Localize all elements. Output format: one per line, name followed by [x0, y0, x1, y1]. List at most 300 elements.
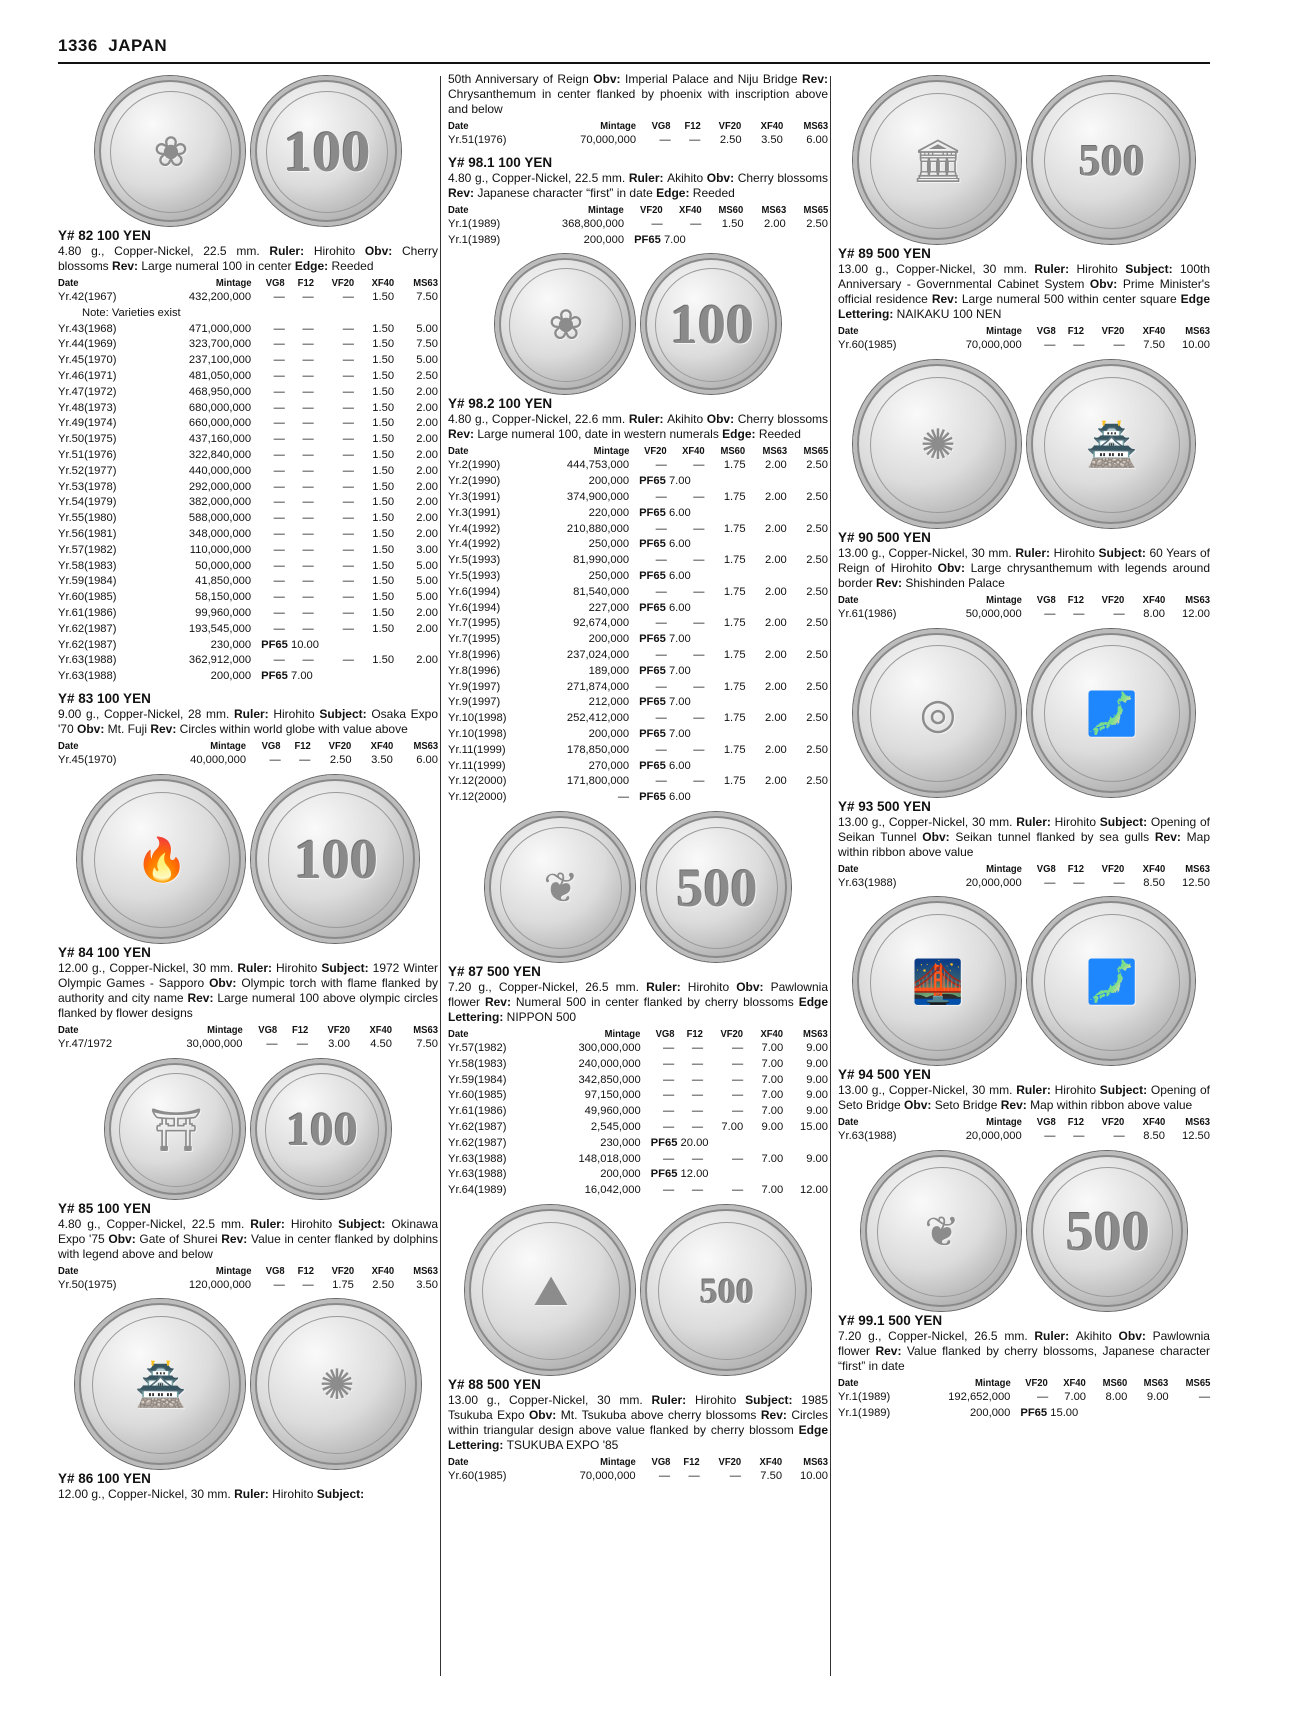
cell-value: 2.00 [416, 464, 438, 477]
coin-images [448, 254, 828, 394]
cell-value: 1.75 [723, 743, 746, 756]
column-header: VF20 [1102, 862, 1125, 875]
cell-proof: PF65 10.00 [261, 638, 319, 651]
cell-date: Yr.60(1985) [838, 339, 897, 351]
coin-images [448, 1205, 828, 1375]
cell-value: 2.50 [416, 369, 438, 382]
cell-proof: PF65 6.00 [639, 759, 691, 772]
column-header: VF20 [1102, 1116, 1125, 1129]
table-row [58, 432, 438, 448]
table-row [448, 490, 828, 506]
cell-value: — [302, 369, 314, 382]
table-row [838, 1406, 1210, 1422]
cell-proof: PF65 7.00 [639, 633, 691, 646]
cell-value: 237,024,000 [566, 648, 630, 661]
cell-value: — [342, 448, 354, 461]
table-row [448, 585, 828, 601]
cell-value: 2.00 [763, 217, 786, 230]
table-row [58, 559, 438, 575]
catalog-entry [448, 72, 828, 149]
cell-value: 2.00 [416, 527, 438, 540]
coin-reverse [641, 254, 781, 394]
cell-value: 362,912,000 [188, 654, 252, 667]
coin-motif-icon: ⛩ [149, 1105, 203, 1153]
cell-date: Yr.1(1989) [838, 1391, 891, 1404]
column-header: Mintage [206, 1023, 243, 1036]
coin-field [110, 91, 232, 213]
cell-value: 3.00 [416, 543, 438, 556]
cell-date: Yr.4(1992) [448, 538, 501, 551]
cell-value: — [1113, 1130, 1125, 1143]
cell-value: 2.00 [765, 554, 787, 567]
coin-motif-icon: 🏯 [1085, 420, 1139, 468]
table-row [448, 1073, 828, 1089]
cell-date: Yr.64(1989) [448, 1184, 507, 1197]
table-row [448, 522, 828, 538]
column-header: MS63 [413, 1023, 438, 1036]
column-header: XF40 [1142, 593, 1165, 606]
cell-date: Yr.53(1978) [58, 480, 117, 493]
cell-value: 1.50 [372, 591, 395, 604]
cell-value: — [688, 1469, 700, 1482]
cell-proof: PF65 7.00 [639, 475, 691, 488]
cell-value: — [273, 480, 285, 493]
cell-value: — [302, 401, 314, 414]
cell-value: — [302, 448, 314, 461]
cell-value: — [273, 559, 285, 572]
coin-field [658, 1222, 796, 1360]
cell-date: Yr.43(1968) [58, 322, 117, 335]
cell-value: — [731, 1073, 744, 1086]
cell-value: — [342, 575, 354, 588]
entry-description: 12.00 g., Copper-Nickel, 30 mm. Ruler: Hirohito Subject: 1972 Winter Olympic Games - Sapporo Obv: Olympic torch with flame flanked by authority and city name Rev: Large numeral 100 above olympic circles flanked by flower designs [58, 960, 439, 1020]
coin-field [94, 792, 230, 928]
cell-date: Yr.52(1977) [58, 464, 117, 477]
column-header: Mintage [600, 120, 637, 132]
table-row [838, 1129, 1210, 1145]
coin-motif-icon: ❦ [543, 863, 579, 911]
column-header: MS63 [762, 445, 787, 458]
entry-title: Y# 93 500 YEN [838, 798, 931, 814]
cell-value: 1.50 [372, 527, 395, 540]
cell-value: 20,000,000 [965, 876, 1022, 889]
cell-value: — [663, 1073, 675, 1086]
cell-value: 440,000,000 [188, 464, 252, 477]
cell-value: 2.50 [806, 712, 828, 725]
coin-field [656, 827, 778, 949]
coin-field [1044, 377, 1180, 513]
cell-value: 1.75 [332, 1278, 354, 1291]
cell-value: — [342, 496, 354, 509]
cell-value: — [655, 743, 667, 756]
cell-value: — [302, 291, 314, 303]
column-header: XF40 [760, 1027, 784, 1040]
column-header: F12 [1068, 325, 1085, 337]
cell-value: 2.50 [806, 217, 828, 230]
cell-value: — [693, 522, 705, 535]
table-row [448, 664, 828, 680]
mintage-table [448, 444, 828, 806]
cell-value: 2.00 [416, 606, 438, 619]
column-header: Mintage [599, 1455, 636, 1468]
cell-mintage: 200,000 [583, 233, 625, 246]
cell-value: 1.75 [723, 459, 746, 472]
coin-images [838, 76, 1210, 244]
cell-value: 5.00 [416, 559, 438, 572]
cell-value: — [273, 448, 285, 461]
column-header: MS65 [803, 445, 828, 458]
cell-value: — [663, 1152, 675, 1165]
cell-date: Yr.1(1989) [448, 217, 501, 230]
coin-images [838, 897, 1210, 1065]
table-row [448, 506, 828, 522]
coin-field [655, 268, 769, 382]
cell-value: 588,000,000 [188, 512, 252, 525]
cell-value: — [655, 585, 667, 598]
cell-date: Yr.5(1993) [448, 554, 501, 567]
cell-date: Yr.48(1973) [58, 401, 117, 414]
catalog-entry [838, 629, 1210, 892]
cell-date: Yr.51(1976) [58, 448, 117, 461]
cell-value: 1.50 [372, 385, 395, 398]
cell-value: — [691, 1152, 704, 1165]
cell-date: Yr.44(1969) [58, 338, 117, 351]
cell-value: — [691, 1184, 704, 1197]
cell-value: 292,000,000 [188, 480, 252, 493]
cell-value: 2.50 [329, 753, 352, 766]
coin-motif-icon: 🔥 [135, 835, 189, 883]
cell-value: — [1073, 607, 1085, 620]
column-header: Date [838, 593, 859, 606]
entry-description: 4.80 g., Copper-Nickel, 22.5 mm. Ruler: Hirohito Obv: Cherry blossoms Rev: Large numeral 100 in center Edge: Reeded [58, 244, 438, 273]
cell-value: — [1073, 876, 1085, 889]
cell-value: 70,000,000 [580, 134, 637, 146]
cell-date: Yr.49(1974) [58, 417, 117, 430]
cell-value: 49,960,000 [584, 1105, 641, 1118]
cell-value: 240,000,000 [578, 1057, 641, 1070]
cell-value: — [655, 648, 667, 661]
cell-value: 7.00 [761, 1057, 784, 1070]
coin-reverse [1027, 897, 1195, 1065]
cell-value: 382,000,000 [188, 496, 252, 509]
cell-value: — [342, 401, 354, 414]
cell-value: 437,160,000 [188, 433, 252, 446]
column-header: Mintage [215, 1264, 252, 1277]
cell-value: 471,000,000 [188, 322, 252, 335]
cell-value: 1.50 [372, 354, 395, 367]
cell-value: 2.00 [765, 743, 787, 756]
column-header: MS63 [1143, 1377, 1169, 1390]
table-row [448, 1088, 828, 1104]
column-header: Date [838, 325, 859, 337]
cell-value: — [690, 217, 702, 230]
cell-value: 9.00 [761, 1120, 784, 1133]
cell-value: — [655, 680, 667, 693]
mintage-table [448, 119, 828, 149]
column-header: F12 [1068, 1116, 1085, 1129]
cell-value: 1.75 [723, 775, 746, 788]
cell-value: 1.75 [723, 617, 746, 630]
cell-value: 210,880,000 [566, 522, 630, 535]
cell-value: — [693, 617, 705, 630]
cell-value: 2.00 [416, 448, 438, 461]
table-row [448, 1041, 828, 1057]
cell-value: 50,000,000 [195, 559, 252, 572]
catalog-entry [448, 1205, 828, 1485]
column-header: MS63 [413, 277, 438, 289]
entry-description: 13.00 g., Copper-Nickel, 30 mm. Ruler: Hirohito Subject: 60 Years of Reign of Hirohito Obv: Large chrysanthemum with legends around border Rev: Shishinden Palace [838, 545, 1211, 590]
cell-value: — [691, 1073, 704, 1086]
cell-value: 1.75 [723, 680, 746, 693]
cell-proof: PF65 6.00 [639, 791, 691, 804]
cell-value: — [693, 554, 705, 567]
cell-value: — [731, 1041, 744, 1054]
coin-field [482, 1222, 620, 1360]
table-row [448, 1120, 828, 1136]
cell-proof: PF65 20.00 [650, 1136, 709, 1149]
column-header: MS63 [413, 739, 438, 752]
cell-value: — [1044, 1130, 1056, 1143]
column-header: MS63 [803, 120, 828, 132]
entry-title: Y# 85 100 YEN [58, 1200, 151, 1216]
cell-value: — [342, 591, 354, 604]
table-row [58, 606, 438, 622]
table-row [448, 743, 828, 759]
cell-date: Yr.63(1988) [448, 1168, 507, 1181]
cell-value: 2.50 [806, 585, 828, 598]
coin-reverse [251, 775, 419, 943]
cell-value: 1.50 [372, 322, 395, 335]
cell-value: — [342, 622, 354, 635]
column-header: Mintage [985, 325, 1022, 337]
cell-value: — [693, 712, 705, 725]
column-header: F12 [297, 277, 314, 289]
cell-value: 1.75 [723, 648, 746, 661]
cell-value: — [273, 417, 285, 430]
table-row [58, 574, 438, 590]
cell-value: 81,990,000 [573, 554, 630, 567]
cell-value: 70,000,000 [965, 339, 1022, 351]
table-row [448, 1057, 828, 1073]
cell-value: 2,545,000 [590, 1120, 641, 1133]
cell-date: Yr.4(1992) [448, 522, 501, 535]
column-header: MS63 [803, 1455, 828, 1468]
column-header: VF20 [640, 203, 663, 216]
cell-date: Yr.57(1982) [58, 543, 117, 556]
table-row [58, 290, 438, 306]
cell-date: Yr.51(1976) [448, 134, 507, 146]
cell-date: Yr.3(1991) [448, 490, 501, 503]
coin-field [877, 1167, 1007, 1297]
table-row [448, 695, 828, 711]
cell-mintage: 200,000 [588, 475, 630, 488]
cell-date: Yr.5(1993) [448, 569, 501, 582]
cell-value: — [693, 490, 705, 503]
mintage-table [448, 1027, 828, 1199]
cell-value: 368,800,000 [561, 217, 625, 230]
table-row [58, 511, 438, 527]
cell-value: 41,850,000 [195, 575, 252, 588]
cell-value: 2.00 [416, 385, 438, 398]
table-row [448, 1104, 828, 1120]
coin-obverse [853, 360, 1021, 528]
cell-date: Yr.58(1983) [58, 559, 117, 572]
table-row [838, 1390, 1210, 1406]
cell-value: — [302, 496, 314, 509]
catalog-entry [58, 1299, 438, 1502]
cell-date: Yr.59(1984) [58, 575, 117, 588]
coin-images [838, 629, 1210, 797]
column-header: Mintage [210, 739, 247, 752]
coin-field [92, 1316, 230, 1454]
table-row [58, 322, 438, 338]
cell-value: 7.00 [761, 1152, 784, 1165]
cell-value: — [655, 490, 667, 503]
cell-date: Yr.9(1997) [448, 680, 501, 693]
cell-date: Yr.6(1994) [448, 601, 501, 614]
coin-motif-icon: 🏯 [134, 1361, 188, 1409]
coin-field [870, 377, 1006, 513]
cell-value: — [342, 606, 354, 619]
cell-value: 12.00 [800, 1184, 828, 1197]
cell-value: — [663, 1041, 675, 1054]
coin-field [1044, 914, 1180, 1050]
cell-value: — [273, 291, 285, 303]
column-header: VF20 [1102, 593, 1125, 606]
cell-mintage: 200,000 [210, 670, 252, 683]
coin-motif-icon: ✺ [319, 1361, 355, 1409]
table-row [448, 1167, 828, 1183]
table-row [58, 638, 438, 654]
cell-value: 2.00 [416, 401, 438, 414]
entry-title: Y# 82 100 YEN [58, 228, 151, 243]
cell-value: — [663, 1105, 675, 1118]
cell-value: — [1198, 1391, 1210, 1404]
table-row [448, 1469, 828, 1485]
column-header: XF40 [759, 1455, 783, 1468]
cell-proof: PF65 15.00 [1020, 1406, 1079, 1419]
column-header: F12 [686, 1027, 704, 1040]
coin-images [58, 76, 438, 226]
cell-value: 1.50 [372, 606, 395, 619]
entry-title: Y# 90 500 YEN [838, 529, 931, 545]
cell-value: — [299, 753, 311, 766]
cell-value: — [273, 654, 285, 667]
cell-value: 8.50 [1143, 1130, 1165, 1143]
table-row [58, 1278, 438, 1294]
cell-value: 1.75 [723, 585, 746, 598]
table-row [58, 527, 438, 543]
cell-value: 7.00 [761, 1105, 784, 1118]
cell-value: 12.00 [1182, 607, 1210, 620]
cell-value: 7.00 [761, 1073, 784, 1086]
entry-description: 9.00 g., Copper-Nickel, 28 mm. Ruler: Hirohito Subject: Osaka Expo '70 Obv: Mt. Fuji Rev: Circles within world globe with value above [58, 706, 438, 736]
cell-date: Yr.11(1999) [448, 759, 506, 772]
cell-value: — [1113, 607, 1125, 620]
cell-date: Yr.2(1990) [448, 459, 501, 472]
cell-value: 171,800,000 [566, 775, 630, 788]
cell-mintage: — [617, 791, 630, 804]
coin-reverse [251, 1299, 421, 1469]
cell-value: 7.50 [416, 338, 438, 351]
column-header: MS65 [1185, 1377, 1210, 1390]
coin-numeral: 500 [676, 857, 758, 918]
cell-value: — [1044, 607, 1056, 620]
cell-mintage: 227,000 [588, 601, 630, 614]
column-header: Mintage [974, 1377, 1011, 1390]
coin-field [268, 1316, 406, 1454]
table-row [448, 601, 828, 617]
table-row [448, 133, 828, 149]
coin-field [500, 827, 622, 949]
cell-value: 8.00 [1143, 607, 1165, 620]
column-header: F12 [294, 739, 311, 752]
mintage-table [58, 739, 438, 769]
cell-proof: PF65 7.00 [639, 696, 691, 709]
cell-value: — [302, 338, 314, 351]
table-row [838, 338, 1210, 354]
coin-numeral: 500 [1066, 1201, 1150, 1264]
cell-value: 271,874,000 [566, 680, 630, 693]
cell-value: — [693, 775, 705, 788]
cell-value: 342,850,000 [578, 1073, 641, 1086]
cell-value: 2.00 [765, 617, 787, 630]
column-header: VG8 [651, 1455, 671, 1468]
cell-date: Yr.45(1970) [58, 354, 117, 367]
cell-value: 12.50 [1182, 1130, 1210, 1143]
catalog-entry [838, 1151, 1210, 1422]
cell-value: — [302, 559, 314, 572]
cell-value: 193,545,000 [188, 622, 252, 635]
entry-description: 13.00 g., Copper-Nickel, 30 mm. Ruler: Hirohito Subject: 100th Anniversary - Governmental Cabinet System Obv: Prime Minister's official residence Rev: Large numeral 500 within center square Edge Lettering: NAIKAKU 100 NEN [838, 262, 1211, 321]
cell-date: Yr.63(1988) [58, 654, 117, 667]
coin-field [1044, 93, 1180, 229]
entry-title: Y# 98.1 100 YEN [448, 154, 553, 170]
cell-value: 1.50 [372, 338, 395, 351]
mintage-table [58, 276, 438, 685]
column-2 [448, 72, 828, 1491]
cell-date: Yr.50(1975) [58, 433, 117, 446]
column-header: VG8 [261, 739, 281, 752]
cell-date: Yr.62(1987) [58, 622, 117, 635]
cell-date: Yr.10(1998) [448, 727, 507, 740]
cell-value: 2.00 [416, 654, 438, 667]
cell-proof: PF65 7.00 [261, 670, 313, 683]
coin-obverse [853, 629, 1021, 797]
cell-value: — [1073, 1130, 1085, 1143]
column-header: VG8 [1036, 325, 1056, 337]
catalog-entry [58, 76, 438, 685]
cell-date: Yr.50(1975) [58, 1278, 117, 1291]
column-divider [830, 76, 831, 1676]
table-row [448, 727, 828, 743]
cell-value: — [273, 385, 285, 398]
entry-description: 13.00 g., Copper-Nickel, 30 mm. Ruler: Hirohito Subject: Opening of Seikan Tunnel Obv: Seikan tunnel flanked by sea gulls Rev: Map within ribbon above value [838, 814, 1211, 859]
catalog-entry [448, 812, 828, 1199]
coin-field [1044, 645, 1180, 781]
column-header: Date [58, 739, 79, 752]
coin-motif-icon: ✺ [920, 420, 956, 468]
table-row [448, 774, 828, 790]
coin-images [58, 1059, 438, 1199]
table-row [448, 553, 828, 569]
cell-value: — [342, 527, 354, 540]
catalog-entry [58, 1059, 438, 1294]
cell-proof: PF65 7.00 [639, 664, 691, 677]
column-header: XF40 [1142, 1116, 1165, 1129]
cell-value: 1.50 [372, 369, 395, 382]
coin-obverse [465, 1205, 635, 1375]
